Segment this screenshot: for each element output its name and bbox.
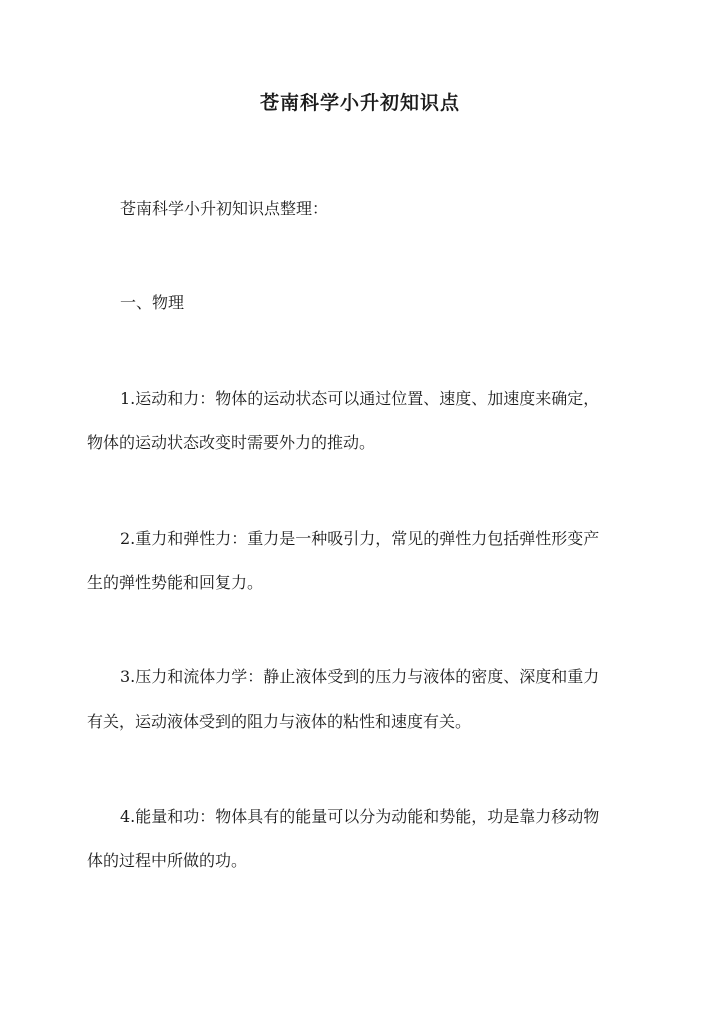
paragraph-1-line-2: 物体的运动状态改变时需要外力的推动。 [87, 433, 376, 452]
paragraph-4-line-1: 4.能量和功：物体具有的能量可以分为动能和势能，功是靠力移动物 [120, 807, 600, 826]
paragraph-4-line-2: 体的过程中所做的功。 [87, 851, 248, 870]
paragraph-3-line-2: 有关，运动液体受到的阻力与液体的粘性和速度有关。 [87, 712, 472, 731]
paragraph-2-line-2: 生的弹性势能和回复力。 [87, 573, 264, 592]
document-title: 苍南科学小升初知识点 [259, 92, 460, 114]
paragraph-1-line-1: 1.运动和力：物体的运动状态可以通过位置、速度、加速度来确定， [120, 389, 600, 408]
paragraph-2-line-1: 2.重力和弹性力：重力是一种吸引力，常见的弹性力包括弹性形变产 [120, 529, 600, 548]
intro-text: 苍南科学小升初知识点整理： [120, 199, 329, 218]
section-heading-physics: 一、物理 [120, 293, 185, 312]
paragraph-3-line-1: 3.压力和流体力学：静止液体受到的压力与液体的密度、深度和重力 [120, 667, 600, 686]
